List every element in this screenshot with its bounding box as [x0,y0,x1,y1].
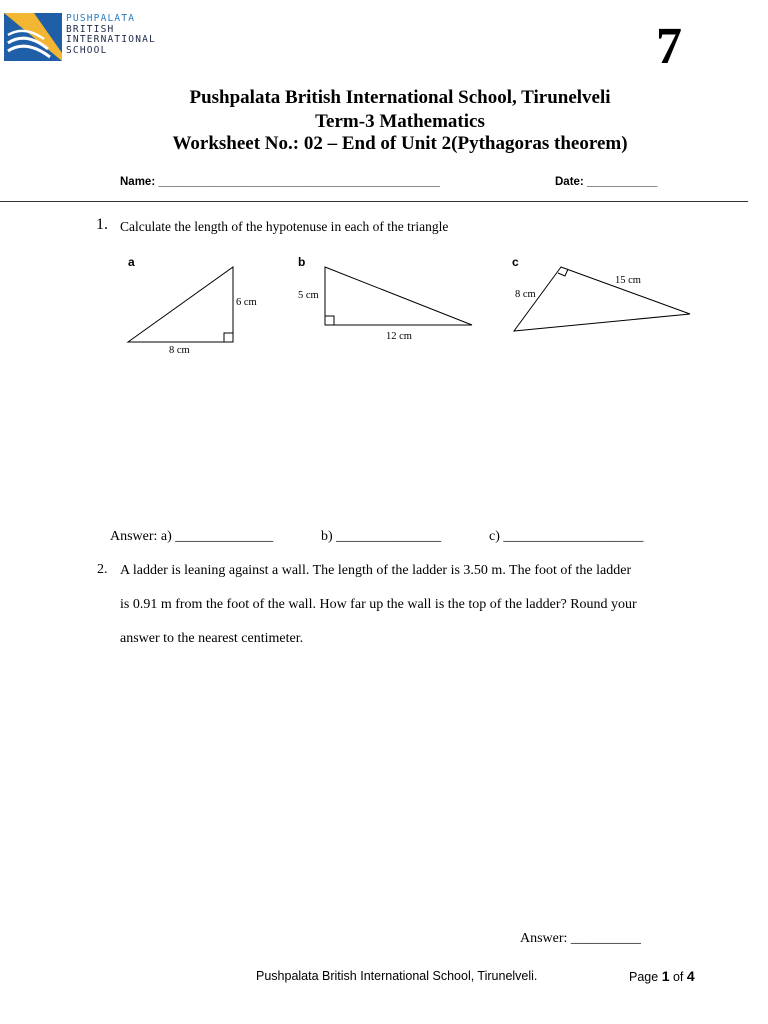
grade-number: 7 [656,18,682,75]
triangle-a-horizontal: 8 cm [169,345,190,356]
question-2-line: A ladder is leaning against a wall. The length of the ladder is 3.50 m. The foot of the ladder [120,563,632,578]
date-field[interactable]: Date: ___________ [555,176,658,188]
right-angle-b-icon [325,316,334,325]
school-logo-icon [4,13,62,61]
answer-b-blank[interactable]: b) _______________ [321,529,442,544]
triangle-a-label: a [128,255,135,269]
question-2-line: answer to the nearest centimeter. [120,631,304,646]
logo-line: INTERNATIONAL [66,34,156,45]
answer-c-blank[interactable]: c) ____________________ [489,529,644,544]
right-angle-c-icon [558,269,568,276]
page-total: 4 [686,968,695,984]
logo-line: SCHOOL [66,44,108,56]
page-current: 1 [661,968,670,984]
triangle-c-vertical: 8 cm [515,289,536,300]
name-field[interactable]: Name: ____________________________________________ [120,176,440,188]
triangle-b-label: b [298,255,306,269]
triangle-b-horizontal: 12 cm [386,331,412,342]
triangle-a [128,267,233,342]
triangle-b [325,267,472,325]
footer-school-name: Pushpalata British International School, Tirunelveli. [256,969,538,983]
triangle-c-horizontal: 15 cm [615,275,641,286]
question-1-text: Calculate the length of the hypotenuse in each of the triangle [120,219,449,234]
logo-text [66,14,156,56]
page-of: of [672,970,684,984]
logo-line: PUSHPALATA [66,13,136,24]
question-2-line: is 0.91 m from the foot of the wall. How far up the wall is the top of the ladder? Round your [120,597,637,612]
question-2-number: 2. [97,562,108,577]
page-prefix: Page [629,970,659,984]
footer-page-number [629,968,695,984]
right-angle-a-icon [224,333,233,342]
triangle-c [514,267,690,331]
question-1-number: 1. [96,216,108,233]
answer-a-blank[interactable]: Answer: a) ______________ [110,529,274,544]
triangle-c-label: c [512,255,519,269]
triangle-a-vertical: 6 cm [236,297,257,308]
term-title: Term-3 Mathematics [315,111,485,132]
question-2-answer-blank[interactable]: Answer: __________ [520,931,641,946]
triangle-b-vertical: 5 cm [298,290,319,301]
worksheet-title: Worksheet No.: 02 – End of Unit 2(Pythagoras theorem) [172,133,628,154]
header-divider [0,201,748,202]
school-title: Pushpalata British International School, Tirunelveli [189,87,611,108]
logo-line: BRITISH [66,23,115,35]
triangle-figures [0,245,768,365]
